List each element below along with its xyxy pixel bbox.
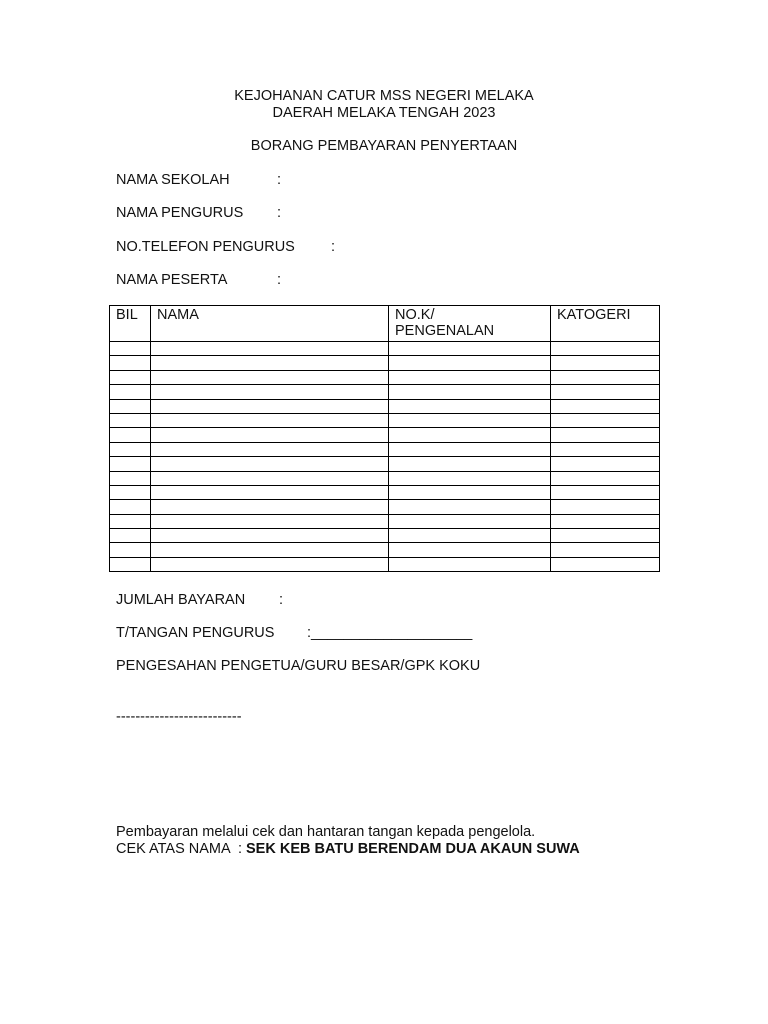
table-cell [551,342,660,356]
table-row [110,442,660,456]
table-cell [551,385,660,399]
participant-table [109,305,660,572]
table-cell [151,342,389,356]
table-cell [110,529,151,543]
table-cell [110,514,151,528]
table-cell [151,413,389,427]
table-row [110,457,660,471]
table-cell [551,457,660,471]
total-payment-label: JUMLAH BAYARAN [116,592,246,608]
table-cell [151,529,389,543]
signature-line: :____________________ [307,625,473,641]
table-cell [389,557,551,571]
table-cell [551,500,660,514]
table-cell [151,356,389,370]
table-row [110,356,660,370]
approval-signature-line: -------------------------- [116,709,242,725]
table-cell [151,471,389,485]
table-cell [551,543,660,557]
table-cell [151,442,389,456]
table-cell [551,557,660,571]
table-cell [551,442,660,456]
cheque-payee: SEK KEB BATU BERENDAM DUA AKAUN SUWA [246,841,580,857]
table-row [110,485,660,499]
table-cell [110,500,151,514]
table-body [110,342,660,572]
table-row [110,399,660,413]
table-cell [551,471,660,485]
table-cell [551,428,660,442]
signature-label: T/TANGAN PENGURUS [116,625,275,641]
table-cell [151,457,389,471]
table-cell [151,543,389,557]
table-cell [110,442,151,456]
table-row [110,557,660,571]
table-header-row [110,306,660,342]
table-cell [110,385,151,399]
table-cell [110,485,151,499]
table-cell [151,485,389,499]
school-name-colon: : [277,172,282,188]
table-cell [110,356,151,370]
table-cell [151,399,389,413]
table-cell [389,342,551,356]
table-cell [151,500,389,514]
manager-phone-label: NO.TELEFON PENGURUS [116,239,295,255]
column-header-category: KATOGERI [551,306,660,342]
manager-name-colon: : [277,205,282,221]
table-cell [389,385,551,399]
table-cell [110,557,151,571]
table-cell [389,442,551,456]
table-row [110,385,660,399]
table-cell [389,514,551,528]
table-cell [151,370,389,384]
table-cell [389,399,551,413]
table-cell [551,514,660,528]
column-header-nama: NAMA [151,306,389,342]
table-cell [110,413,151,427]
table-row [110,413,660,427]
table-cell [110,471,151,485]
table-row [110,428,660,442]
participant-name-colon: : [277,272,282,288]
table-cell [551,370,660,384]
table-cell [110,399,151,413]
table-cell [551,485,660,499]
table-cell [389,413,551,427]
table-cell [389,543,551,557]
table-cell [551,413,660,427]
table-cell [389,370,551,384]
column-header-ic-number: NO.K/ PENGENALAN [389,306,551,342]
table-cell [110,543,151,557]
table-cell [389,471,551,485]
table-cell [151,385,389,399]
table-cell [151,514,389,528]
table-cell [110,342,151,356]
manager-name-label: NAMA PENGURUS [116,205,244,221]
payment-note: Pembayaran melalui cek dan hantaran tangan kepada pengelola. [116,824,536,840]
table-cell [389,500,551,514]
event-title: KEJOHANAN CATUR MSS NEGERI MELAKA [234,88,534,104]
table-cell [389,428,551,442]
table-row [110,529,660,543]
form-title: BORANG PEMBAYARAN PENYERTAAN [250,138,518,154]
table-row [110,342,660,356]
table-cell [389,485,551,499]
column-header-bil: BIL [110,306,151,342]
table-cell [389,356,551,370]
table-cell [151,557,389,571]
table-cell [110,457,151,471]
table-cell [551,529,660,543]
table-row [110,471,660,485]
table-row [110,370,660,384]
table-row [110,500,660,514]
table-cell [551,356,660,370]
table-cell [389,457,551,471]
table-row [110,514,660,528]
cheque-label: CEK ATAS NAMA : [116,841,246,857]
table-cell [110,428,151,442]
cheque-line [116,841,580,858]
school-name-label: NAMA SEKOLAH [116,172,230,188]
approval-label: PENGESAHAN PENGETUA/GURU BESAR/GPK KOKU [116,658,481,674]
participant-name-label: NAMA PESERTA [116,272,228,288]
table-cell [151,428,389,442]
total-payment-colon: : [279,592,284,608]
district-title: DAERAH MELAKA TENGAH 2023 [272,105,496,121]
manager-phone-colon: : [331,239,336,255]
table-cell [389,529,551,543]
table-row [110,543,660,557]
table-cell [110,370,151,384]
table-cell [551,399,660,413]
